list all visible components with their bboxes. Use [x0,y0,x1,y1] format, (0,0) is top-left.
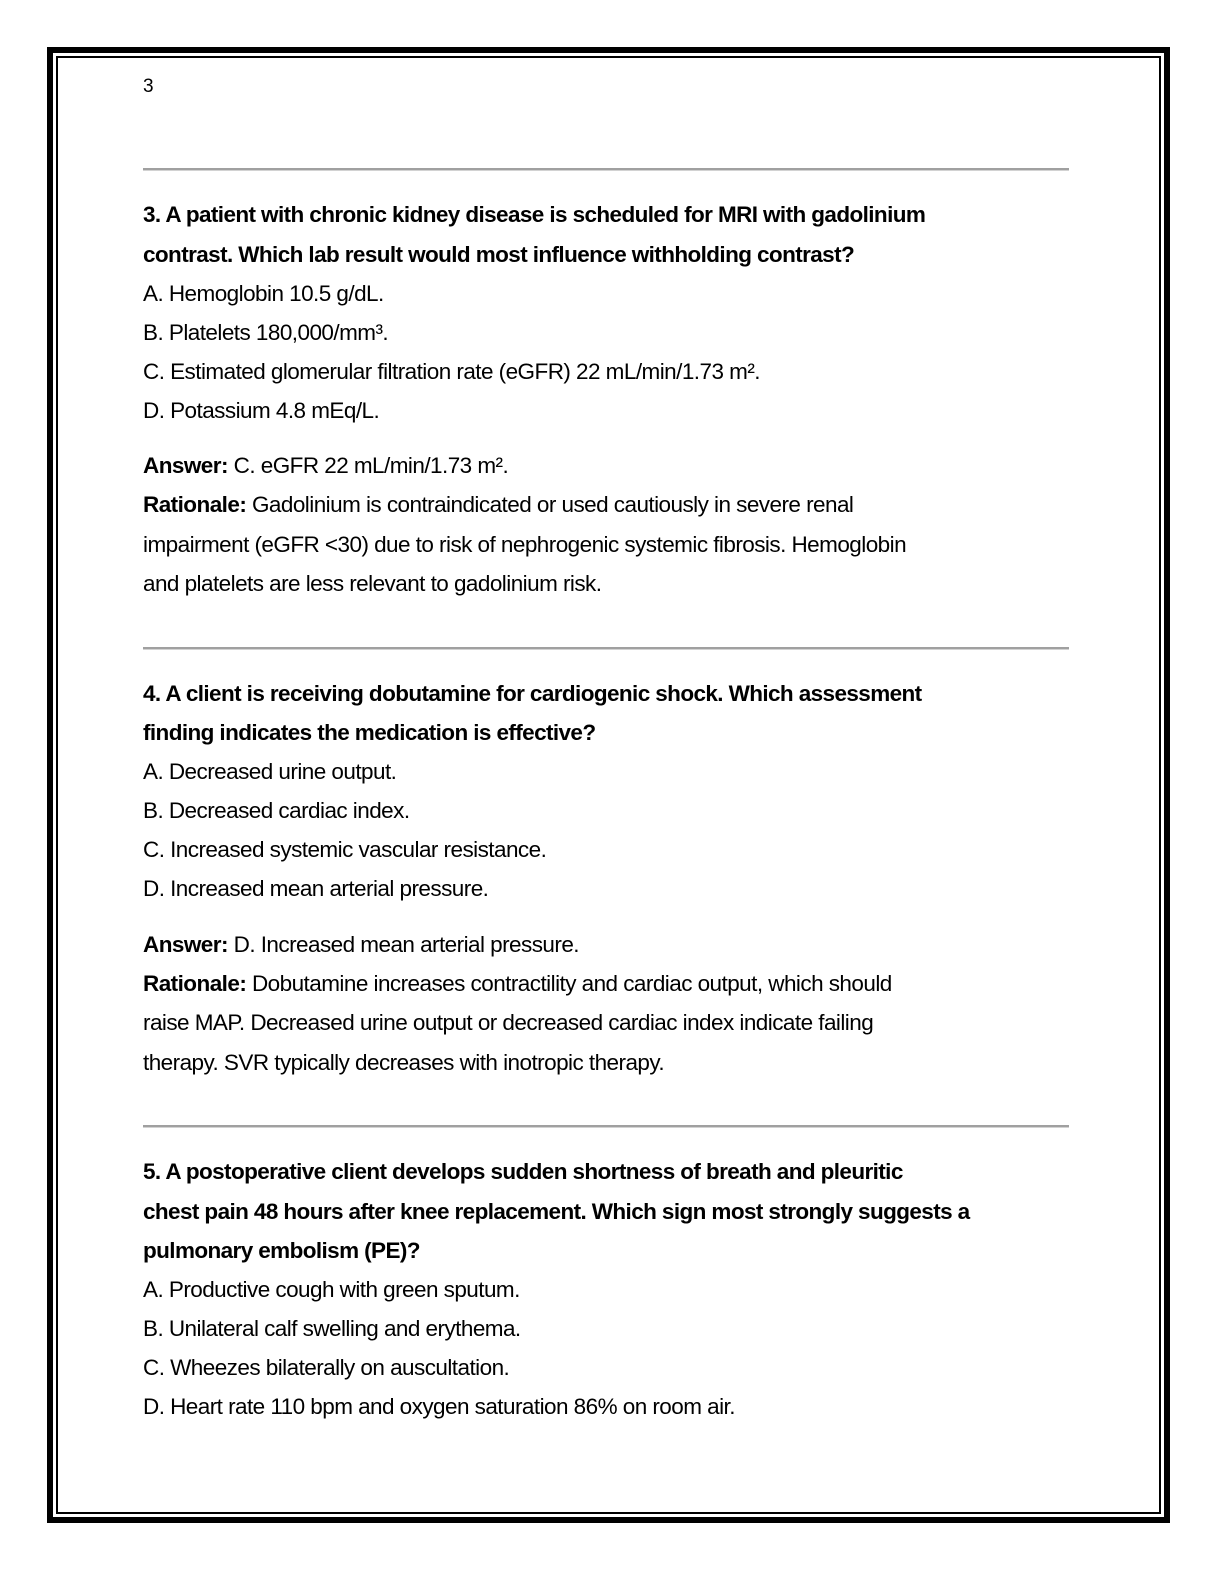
option-b: B. Platelets 180,000/mm³. [143,320,389,345]
option-c: C. Wheezes bilaterally on auscultation. [143,1355,510,1380]
question-stem-line: chest pain 48 hours after knee replacement. Which sign most strongly suggests a [143,1199,970,1224]
rationale-text: Gadolinium is contraindicated or used cautiously in severe renal [246,492,854,517]
option-d: D. Heart rate 110 bpm and oxygen saturation 86% on room air. [143,1394,735,1419]
rationale-line [143,970,892,998]
rationale-line [143,491,853,519]
option-c: C. Increased systemic vascular resistance. [143,837,547,862]
section-divider [143,168,1069,171]
option-b: B. Decreased cardiac index. [143,798,410,823]
question-stem-line: pulmonary embolism (PE)? [143,1238,420,1263]
option-a: A. Productive cough with green sputum. [143,1277,520,1302]
option-a: A. Hemoglobin 10.5 g/dL. [143,281,384,306]
rationale-text: Dobutamine increases contractility and cardiac output, which should [246,971,892,996]
section-divider [143,647,1069,650]
rationale-line: therapy. SVR typically decreases with inotropic therapy. [143,1050,665,1075]
option-c: C. Estimated glomerular filtration rate (eGFR) 22 mL/min/1.73 m². [143,359,760,384]
rationale-label: Rationale: [143,971,247,996]
option-d: D. Potassium 4.8 mEq/L. [143,398,380,423]
answer-line [143,931,579,959]
answer-line [143,452,508,480]
option-b: B. Unilateral calf swelling and erythema. [143,1316,521,1341]
question-stem-line: 4. A client is receiving dobutamine for cardiogenic shock. Which assessment [143,681,922,706]
section-divider [143,1125,1069,1128]
answer-text: D. Increased mean arterial pressure. [227,932,579,957]
answer-text: C. eGFR 22 mL/min/1.73 m². [227,453,509,478]
rationale-line: raise MAP. Decreased urine output or decreased cardiac index indicate failing [143,1010,874,1035]
question-stem-line: 3. A patient with chronic kidney disease is scheduled for MRI with gadolinium [143,202,926,227]
question-stem-line: 5. A postoperative client develops sudden shortness of breath and pleuritic [143,1159,903,1184]
page-number: 3 [143,76,154,97]
rationale-line: impairment (eGFR <30) due to risk of nephrogenic systemic fibrosis. Hemoglobin [143,532,907,557]
answer-label: Answer: [143,932,228,957]
question-stem-line: contrast. Which lab result would most influence withholding contrast? [143,242,855,267]
option-a: A. Decreased urine output. [143,759,397,784]
question-stem-line: finding indicates the medication is effective? [143,720,596,745]
option-d: D. Increased mean arterial pressure. [143,876,489,901]
answer-label: Answer: [143,453,228,478]
rationale-line: and platelets are less relevant to gadolinium risk. [143,571,602,596]
rationale-label: Rationale: [143,492,247,517]
